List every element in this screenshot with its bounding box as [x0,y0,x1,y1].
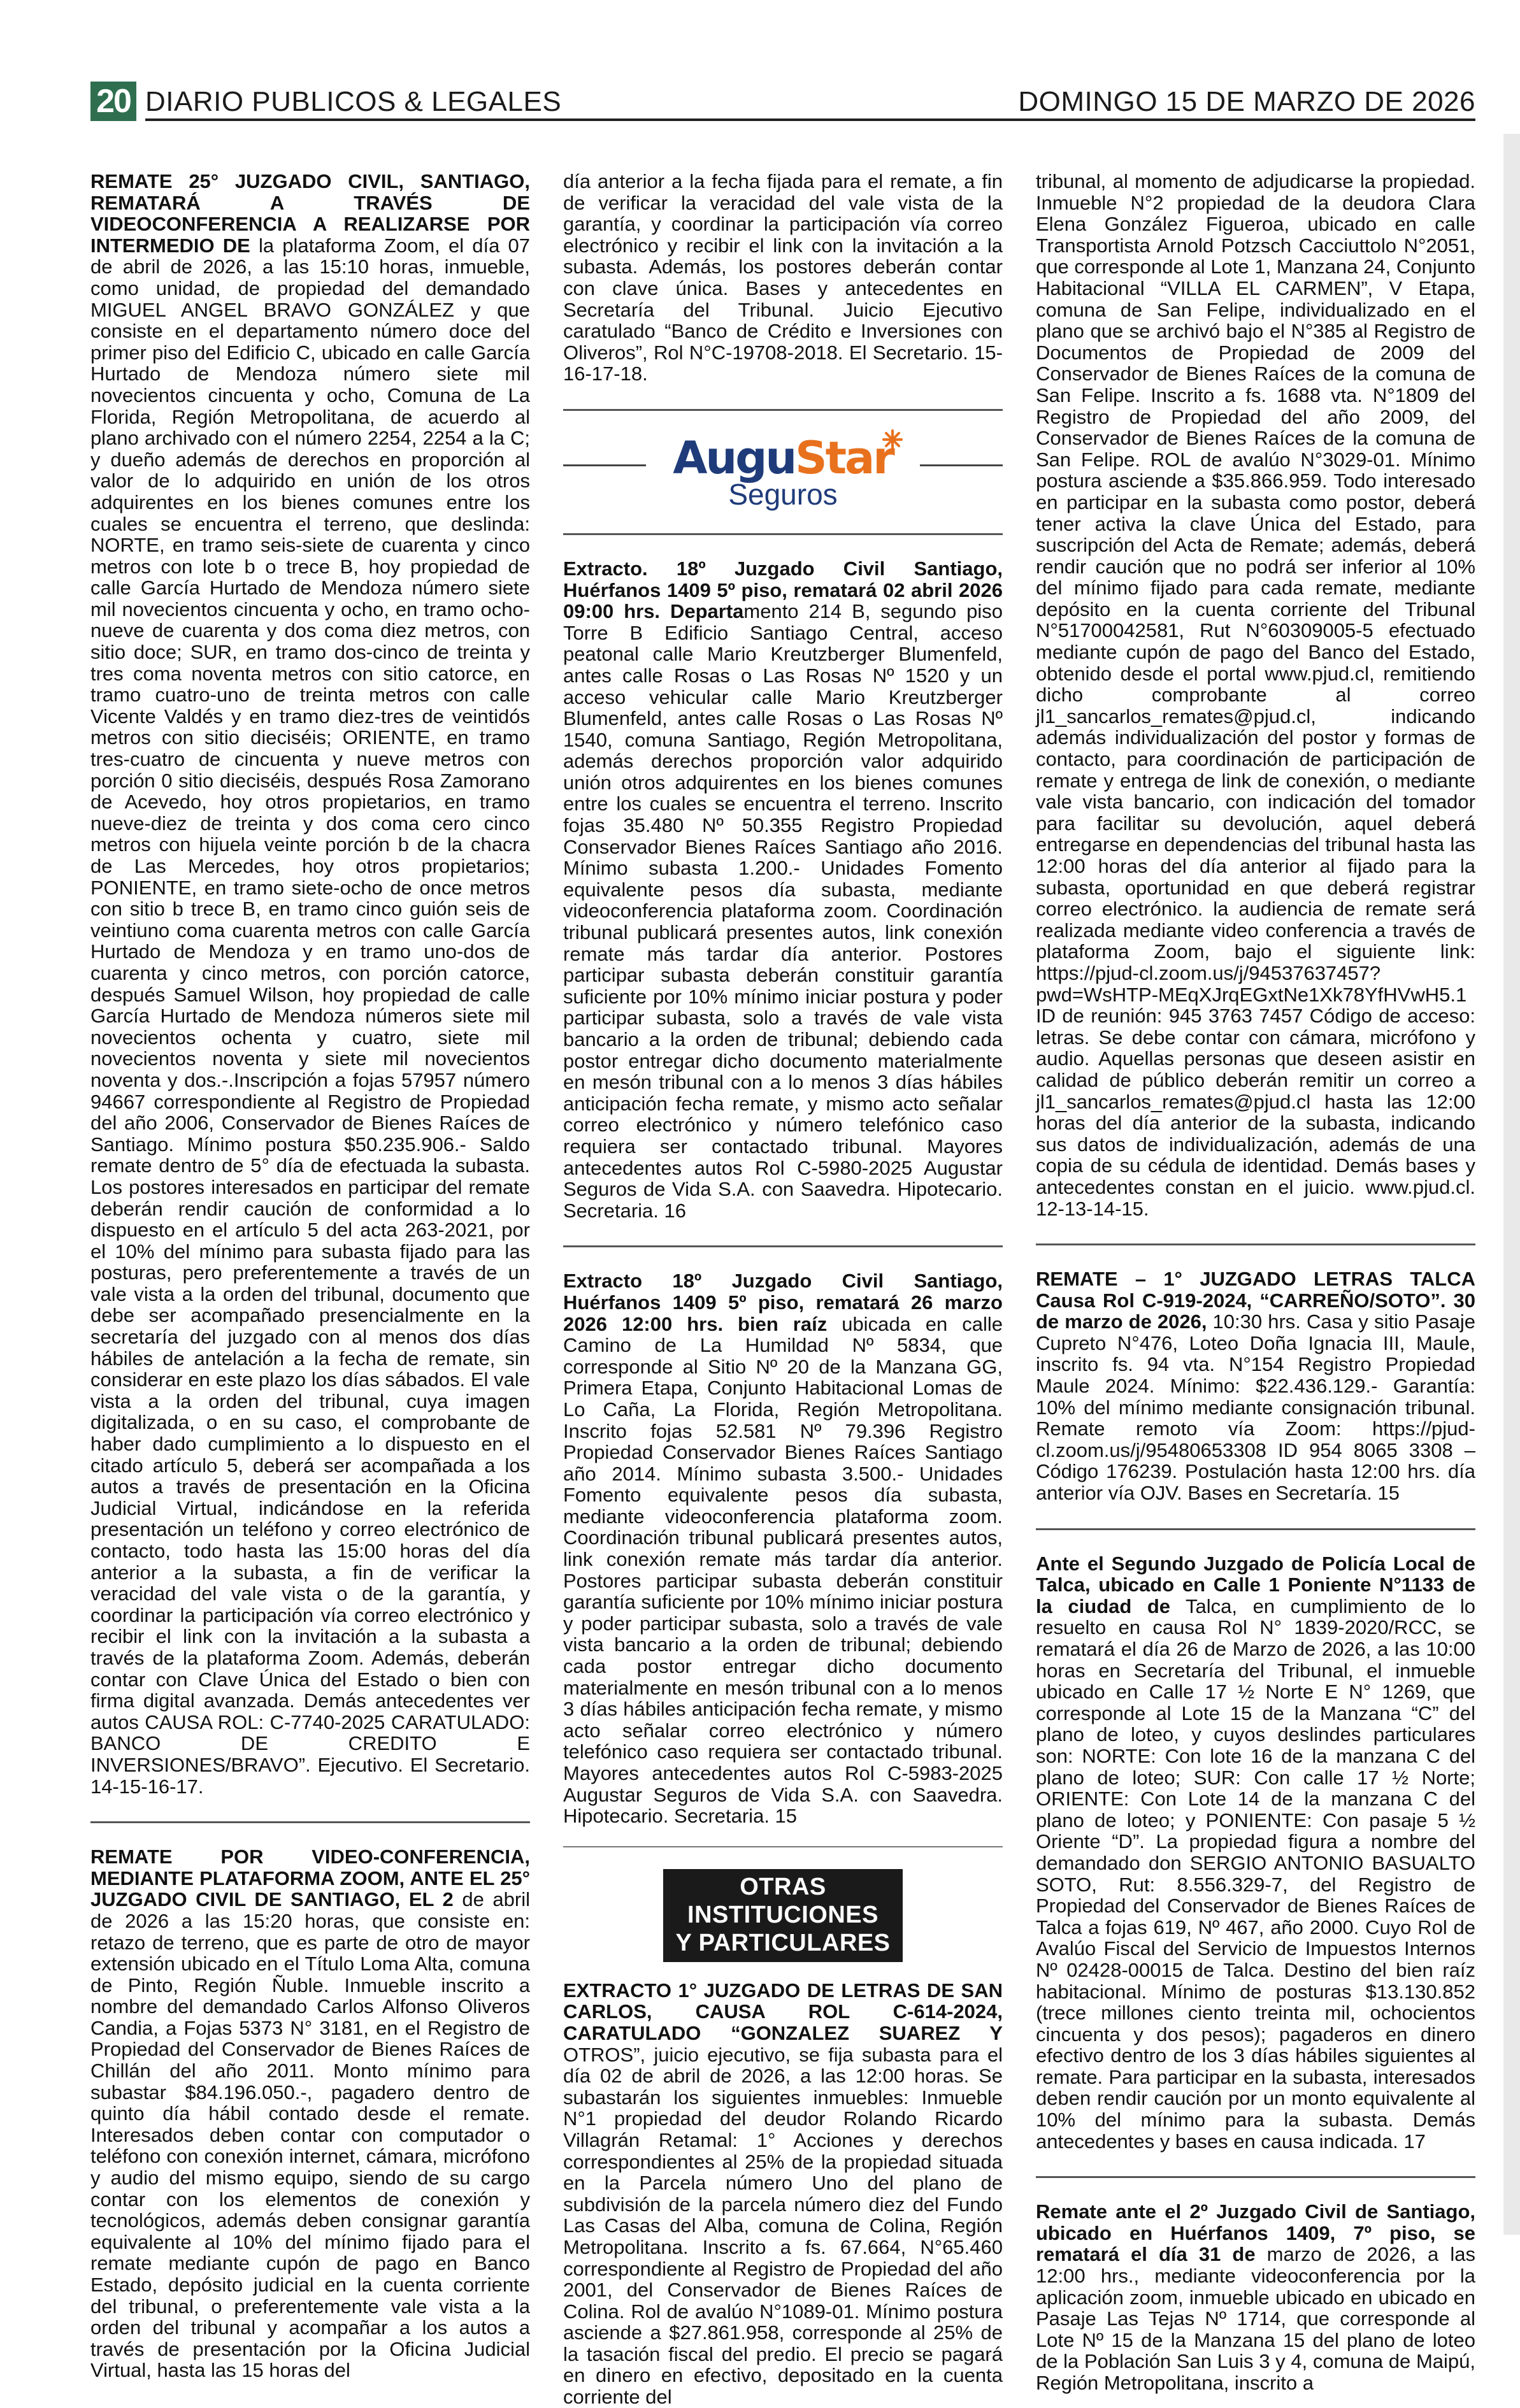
notice-divider [1036,1243,1475,1245]
notice-2-juzgado-civil-maipu [1036,2201,1475,2393]
notice-lead: Remate ante el 2º Juzgado Civil de Santiago, ubicado en Huérfanos 1409, 7º piso, se rematará el día 31 de [1036,2200,1475,2266]
section-heading-otras-instituciones: OTRAS INSTITUCIONES Y PARTICULARES [663,1869,903,1962]
ad-rule-left [563,464,646,466]
notice-divider [563,1846,1003,1847]
notice-body: mento 214 B, segundo piso Torre B Edificio Santiago Central, acceso peatonal calle Mario Kreutzberger Blumenfeld, antes calle Rosas o Las Rosas Nº 1520 y un acceso vehicular calle Mario Kreutzberger Blumenfeld, antes calle Rosas o Las Rosas Nº 1540, comuna Santiago, Región Metropolitana, además derechos proporción valor adquirido unión otros adquirentes en los bienes comunes entre los cuales se encuentra el terreno. Inscrito fojas 35.480 Nº 50.355 Registro Propiedad Conservador Bienes Raíces Santiago año 2016. Mínimo subasta 1.200.- Unidades Fomento equivalente pesos día subasta, mediante videoconferencia plataforma zoom. Coordinación tribunal publicará presentes autos, link conexión remate más tardar día anterior. Postores participar subasta deberán constituir garantía suficiente por 10% mínimo iniciar postura y poder participar subasta, solo a través de vale vista bancario a la orden de tribunal; debiendo cada postor entregar dicho documento materialmente en mesón tribunal con a lo menos 3 días hábiles anticipación fecha remate, y mismo acto señalar correo electrónico y número telefónico caso requiera ser contactado tribunal. Mayores antecedentes autos Rol C-5980-2025 Augustar Seguros de Vida S.A. con Saavedra. Hipotecario. Secretaria. 16 [563,600,1003,1222]
notice-lead: Ante el Segundo Juzgado de Policía Local de Talca, ubicado en Calle 1 Poniente N°1133 de la ciudad de [1036,1552,1475,1617]
notice-body: marzo de 2026, a las 12:00 hrs., mediante videoconferencia por la aplicación zoom, inmueble ubicado en ubicado en Pasaje Las Tejas Nº 1714, que corresponde al Lote Nº 15 de la Manzana 15 del plano de loteo de la Población San Luis 3 y 4, comuna de Maipú, Región Metropolitana, inscrito a [1036,2243,1475,2394]
notice-remate-videoconferencia-oliveros [90,1846,530,2381]
publication-name: DIARIO PUBLICOS & LEGALES [145,86,562,117]
column-1 [90,171,530,2381]
notice-continuation-san-carlos [1036,171,1475,1219]
notice-talca-carreno-soto [1036,1268,1475,1504]
column-3 [1036,171,1475,2394]
notice-body: OTROS”, juicio ejecutivo, se fija subasta para el día 02 de abril de 2026, a las 12:00 horas. Se subastarán los siguientes inmuebles: Inmueble N°1 propiedad del deudor Rolando Ricardo Villagrán Retamal: 1° Acciones y derechos correspondientes al 25% de la propiedad situada en la Parcela número Uno del plano de subdivisión de la parcela número diez del Fundo Las Casas del Alba, comuna de Colina, Región Metropolitana. Inscrito a fs. 67.664, N°65.460 correspondiente al Registro de Propiedad del año 2001, del Conservador de Bienes Raíces de Colina. Rol de avalúo N°1089-01. Mínimo postura asciende a $27.861.958, corresponde al 25% de la tasación fiscal del predio. El precio se pagará en dinero en efectivo, depositado en la cuenta corriente del [563,2043,1003,2408]
notice-18-juzgado-camino-humildad [563,1270,1003,1826]
notice-body: de abril de 2026 a las 15:20 horas, que consiste en: retazo de terreno, que es parte de otro de mayor extensión ubicado en el Título Loma Alta, comuna de Pinto, Región Ñuble. Inmueble inscrito a nombre del demandado Carlos Alfonso Oliveros Candia, a Fojas 5373 N° 3181, en el Registro de Propiedad del Conservador de Bienes Raíces de Chillán del año 2011. Monto mínimo para subastar $84.196.050.-, pagadero dentro de quinto día hábil contado desde el remate. Interesados deben contar con computador o teléfono con conexión internet, cámara, micrófono y audio del mismo equipo, siendo de su cargo contar con los elementos de conexión y tecnológicos, además deben consignar garantía equivalente al 10% del mínimo fijado para el remate mediante cupón de pago en Banco Estado, depósito judicial en la cuenta corriente del tribunal, o preferentemente vale vista a la orden del tribunal y acompañar a los autos a través de presentación por la Oficina Judicial Virtual, hasta las 15 horas del [90,1888,530,2382]
column-2 [563,171,1003,2408]
notice-lead: EXTRACTO 1° JUZGADO DE LETRAS DE SAN CARLOS, CAUSA ROL C-614-2024, CARATULADO “GONZALEZ SUAREZ Y [563,1979,1003,2044]
ad-rule-right [920,464,1003,466]
notice-18-juzgado-departamento-214b [563,558,1003,1221]
notice-lead: REMATE – 1° JUZGADO LETRAS TALCA Causa Rol C-919-2024, “CARREÑO/SOTO”. 30 de marzo de 2026, [1036,1268,1475,1333]
augustar-tagline: Seguros [728,477,838,511]
issue-date: DOMINGO 15 DE MARZO DE 2026 [1018,86,1475,117]
notice-lead: Extracto. 18º Juzgado Civil Santiago, Huérfanos 1409 5º piso, rematará 02 abril 2026 09:00 hrs. Departa [563,557,1003,623]
notice-divider [563,1245,1003,1247]
page-header [90,82,1475,121]
header-rule [145,118,1475,121]
augustar-logo [666,431,900,511]
augustar-advertisement [563,431,1003,511]
notice-lead: Extracto 18º Juzgado Civil Santiago, Huérfanos 1409 5º piso, rematará 26 marzo 2026 12:00 hrs. bien raíz [563,1270,1003,1335]
page-number: 20 [90,82,136,121]
notice-body: Talca, en cumplimiento de lo resuelto en causa Rol N° 1839-2020/RCC, se rematará el día 26 de Marzo de 2026, a las 10:00 horas en Secretaría del Tribunal, el inmueble ubicado en Calle 17 ½ Norte E N° 1269, que corresponde al Lote 15 de la Manzana “C” del plano de loteo, y cuyos deslindes particulares son: NORTE: Con lote 16 de la manzana C del plano de loteo; SUR: Con calle 17 ½ Norte; ORIENTE: Con Lote 14 de la manzana C del plano de loteo; y PONIENTE: Con pasaje 5 ½ Oriente “D”. La propiedad figura a nombre del demandado don SERGIO ANTONIO BASUALTO SOTO, Rut: 8.556.329-7, del Registro de Propiedad del Conservador de Bienes Raíces de Talca a fojas 619, Nº 467, año 2000. Cuyo Rol de Avalúo Fiscal del Servicio de Impuestos Internos Nº 02428-00015 de Talca. Destino del bien raíz habitacional. Mínimo de posturas $13.130.852 (trece millones ciento treinta mil, ochocientos cincuenta y dos pesos); pagaderos en dinero efectivo dentro de los 3 días hábiles siguientes al remate. Para participar en la subasta, interesados deben rendir caución por un monto equivalente al 10% del mínimo para la subasta. Demás antecedentes y bases en causa indicada. 17 [1036,1595,1475,2153]
notice-body: la plataforma Zoom, el día 07 de abril de 2026, a las 15:10 horas, inmueble, como unidad, de propiedad del demandado MIGUEL ANGEL BRAVO GONZÁLEZ y que consiste en el departamento número doce del primer piso del Edificio C, ubicado en calle García Hurtado de Mendoza número siete mil novecientos cincuenta y ocho, Comuna de La Florida, Región Metropolitana, de acuerdo al plano archivado con el número 2254, 2254 a la C; y dueño además de derechos en proporción al valor de lo adquirido en unión de los otros adquirentes en los bienes comunes entre los cuales se encuentra el terreno, que deslinda: NORTE, en tramo seis-siete de cuarenta y cinco metros con lote b o trece B, hoy propiedad de calle García Hurtado de Mendoza número siete mil novecientos cincuenta y ocho, en tramo ocho-nueve de cuarenta y dos coma diez metros, con sitio doce; SUR, en tramo dos-cinco de treinta y tres coma noventa metros con sitio catorce, en tramo cuatro-uno de treinta metros con calle Vicente Valdés y en tramo diez-tres de veintidós metros con sitio dieciséis; ORIENTE, en tramo tres-cuatro de cincuenta y nueve metros con porción 0 sitio dieciséis, después Rosa Zamorano de Acevedo, hoy otros propietarios, en tramo nueve-diez de treinta y dos coma cero cinco metros con hijuela veinte porción b de la chacra de Las Mercedes, hoy otros propietarios; PONIENTE, en tramo siete-ocho de once metros con sitio b trece B, en tramo cinco guión seis de veintiuno coma cuarenta metros con calle García Hurtado de Mendoza y en tramo uno-dos de cuarenta y cinco metros, con porción catorce, después Samuel Wilson, hoy propiedad de calle García Hurtado de Mendoza números siete mil novecientos ochenta y cuatro, siete mil novecientos noventa y siete mil novecientos noventa y dos.-.Inscripción a fojas 57957 número 94667 correspondiente al Registro de Propiedad del año 2006, Conservador de Bienes Raíces de Santiago. Mínimo postura $50.235.906.- Saldo remate dentro de 5° día de efectuada la subasta. Los postores interesados en participar del remate deberán rendir caución de conformidad a lo dispuesto en el artículo 5 del acta 263-2021, por el 10% del mínimo para subasta fijado para las posturas, pero preferentemente a través de un vale vista a la orden del tribunal, documento que debe ser acompañado presencialmente en la secretaría del juzgado con al menos dos días hábiles de antelación a la fecha de remate, sin considerar en este plazo los días sábados. El vale vista a la orden del tribunal, cuya imagen digitalizada, o en su caso, el comprobante de haber dado cumplimiento a lo dispuesto en el citado artículo 5, deberá ser acompañada a los autos a través de presentación en la Oficina Judicial Virtual, indicándose en la referida presentación un teléfono y correo electrónico de contacto, todo hasta las 15:00 horas del día anterior a la subasta, a fin de verificar la veracidad del vale vista o de la garantía, y coordinar la participación vía correo electrónico y recibir el link con la invitación a la subasta a través de la plataforma Zoom. Además, deberán contar con Clave Única del Estado o bien con firma digital avanzada. Demás antecedentes ver autos CAUSA ROL: C-7740-2025 CARATULADO: BANCO DE CREDITO E INVERSIONES/BRAVO”. Ejecutivo. El Secretario. 14-15-16-17. [90,234,530,1798]
notice-body: tribunal, al momento de adjudicarse la propiedad. Inmueble N°2 propiedad de la deudora Clara Elena González Figueroa, ubicado en calle Transportista Arnold Potzsch Cacciuttolo N°2051, que corresponde al Lote 1, Manzana 24, Conjunto Habitacional “VILLA EL CARMEN”, V Etapa, comuna de San Felipe, individualizado en el plano que se archivó bajo el N°385 al Registro de Documentos de Propiedad de 2009 del Conservador de Bienes Raíces de la comuna de San Felipe. Inscrito a fs. 1688 vta. N°1809 del Registro de Propiedad del año 2009, del Conservador de Bienes Raíces de la comuna de San Felipe. ROL de avalúo N°3029-01. Mínimo postura asciende a $35.866.959. Todo interesado en participar en la subasta como postor, deberá tener activa la clave Única del Estado, para suscripción del Acta de Remate; además, deberá rendir caución que no podrá ser inferior al 10% del mínimo fijado para cada remate, mediante depósito en la cuenta corriente del Tribunal N°51700042581, Rut N°60309005-5 efectuado mediante cupón de pago del Banco del Estado, obtenido desde el portal www.pjud.cl, remitiendo dicho comprobante al correo jl1_sancarlos_remates@pjud.cl, indicando además individualización del postor y formas de contacto, para coordinación de participación de remate y entrega de link de conexión, o mediante vale vista bancario, con indicación del tomador para facilitar su devolución, aquel deberá entregarse en dependencias del tribunal hasta las 12:00 horas del día anterior al fijado para la subasta, oportunidad en que deberá registrar correo electrónico. la audiencia de remate será realizada mediante video conferencia a través de plataforma Zoom, bajo el siguiente link: https://pjud-cl.zoom.us/j/94537637457?pwd=WsHTP-MEqXJrqEGxtNe1Xk78YfHVwH5.1 ID de reunión: 945 3763 7457 Código de acceso: letras. Se debe contar con cámara, micrófono y audio. Aquellas personas que deseen asistir en calidad de público deberán remitir un correo a jl1_sancarlos_remates@pjud.cl hasta las 12:00 horas del día anterior de la subasta, indicando sus datos de individualización, además de una copia de su cédula de identidad. Demás bases y antecedentes constan en el juicio. www.pjud.cl. 12-13-14-15. [1036,170,1475,1220]
notice-lead: REMATE 25° JUZGADO CIVIL, SANTIAGO, REMATARÁ A TRAVÉS DE VIDEOCONFERENCIA A REALIZARSE POR INTERMEDIO DE [90,170,530,257]
notice-body: día anterior a la fecha fijada para el remate, a fin de verificar la veracidad del vale vista de la garantía, y coordinar la participación vía correo electrónico y recibir el link con la invitación a la subasta. Además, los postores deberán contar con clave única. Bases y antecedentes en Secretaría del Tribunal. Juicio Ejecutivo caratulado “Banco de Crédito e Inversiones con Oliveros”, Rol N°C-19708-2018. El Secretario. 15-16-17-18. [563,170,1003,385]
notice-remate-25-juzgado-bravo [90,171,530,1797]
notice-divider [1036,1528,1475,1530]
star-icon [882,429,903,450]
notice-divider [563,533,1003,535]
notice-continuation-oliveros [563,171,1003,385]
notice-divider [1036,2176,1475,2178]
notice-san-carlos-gonzalez-suarez [563,1980,1003,2408]
notice-body: ubicada en calle Camino de La Humildad Nº 5834, que corresponde al Sitio Nº 20 de la Manzana GG, Primera Etapa, Conjunto Habitacional Lomas de Lo Caña, La Florida, Región Metropolitana. Inscrito fojas 52.581 Nº 79.396 Registro Propiedad Conservador Bienes Raíces Santiago año 2014. Mínimo subasta 3.500.- Unidades Fomento equivalente pesos día subasta, mediante videoconferencia plataforma zoom. Coordinación tribunal publicará presentes autos, link conexión remate más tardar día anterior. Postores participar subasta deberán constituir garantía suficiente por 10% mínimo iniciar postura y poder participar subasta, solo a través de vale vista bancario a la orden de tribunal; debiendo cada postor entregar dicho documento materialmente en mesón tribunal con a lo menos 3 días hábiles anticipación fecha remate, y mismo acto señalar correo electrónico y número telefónico caso requiera ser contactado tribunal. Mayores antecedentes autos Rol C-5983-2025 Augustar Seguros de Vida S.A. con Saavedra. Hipotecario. Secretaria. 15 [563,1312,1003,1828]
notice-policia-local-talca [1036,1553,1475,2153]
augustar-brand: AuguStar [673,431,893,484]
notice-divider [90,1821,530,1823]
notice-divider [563,409,1003,411]
page-edge-shadow [1503,134,1520,2235]
notice-lead: REMATE POR VIDEO-CONFERENCIA, MEDIANTE PLATAFORMA ZOOM, ANTE EL 25° JUZGADO CIVIL DE SANTIAGO, EL 2 [90,1845,530,1911]
notice-body: 10:30 hrs. Casa y sitio Pasaje Cupreto N°476, Loteo Doña Ignacia III, Maule, inscrito fs. 94 vta. N°154 Registro Propiedad Maule 2024. Mínimo: $22.436.129.- Garantía: 10% del mínimo mediante consignación tribunal. Remate remoto vía Zoom: https://pjud-cl.zoom.us/j/95480653308 ID 954 8065 3308 – Código 176239. Postulación hasta 12:00 hrs. día anterior vía OJV. Bases en Secretaría. 15 [1036,1310,1475,1505]
